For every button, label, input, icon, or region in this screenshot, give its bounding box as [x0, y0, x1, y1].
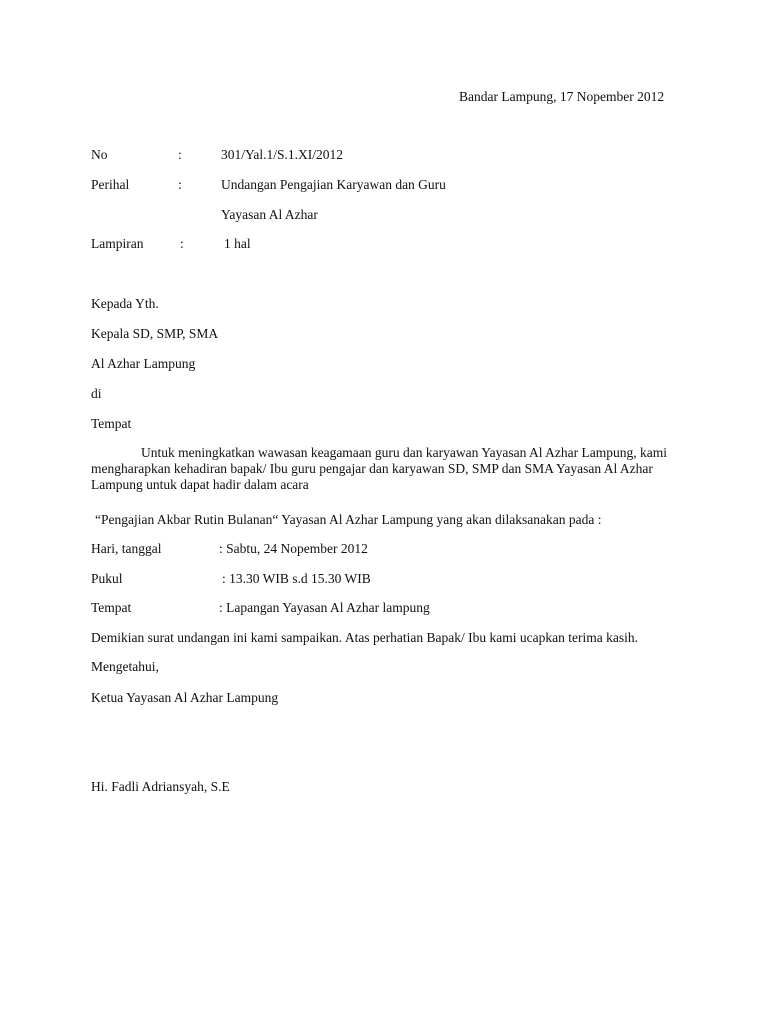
recipient-institution: Al Azhar Lampung [91, 356, 196, 371]
no-colon: : [178, 147, 182, 162]
event-announcement: “Pengajian Akbar Rutin Bulanan“ Yayasan Al Azhar Lampung yang akan dilaksanakan pada : [95, 512, 602, 527]
time-value: : 13.30 WIB s.d 15.30 WIB [222, 571, 371, 586]
perihal-colon: : [178, 177, 182, 192]
letter-number: 301/Yal.1/S.1.XI/2012 [221, 147, 344, 162]
attachment-count: 1 hal [224, 236, 251, 251]
recipient-greeting: Kepada Yth. [91, 296, 159, 311]
lampiran-label: Lampiran [91, 236, 144, 251]
date-value: : Sabtu, 24 Nopember 2012 [219, 541, 368, 556]
recipient-di: di [91, 386, 102, 401]
time-label: Pukul [91, 571, 123, 586]
acknowledged-label: Mengetahui, [91, 659, 159, 674]
signer-name: Hi. Fadli Adriansyah, S.E [91, 779, 230, 794]
venue-label: Tempat [91, 600, 132, 615]
venue-value: : Lapangan Yayasan Al Azhar lampung [219, 600, 430, 615]
date-label: Hari, tanggal [91, 541, 162, 556]
place-date: Bandar Lampung, 17 Nopember 2012 [459, 89, 665, 104]
body-paragraph: Untuk meningkatkan wawasan keagamaan guru dan karyawan Yayasan Al Azhar Lampung, kami mengharapkan kehadiran bapak/ Ibu guru pengajar dan karyawan SD, SMP dan SMA Yayasan Al Azhar Lampung untuk dapat hadir dalam acara [91, 445, 667, 492]
subject-line-2: Yayasan Al Azhar [221, 207, 318, 222]
subject-line-1: Undangan Pengajian Karyawan dan Guru [221, 177, 446, 192]
recipient-title: Kepala SD, SMP, SMA [91, 326, 219, 341]
perihal-label: Perihal [91, 177, 130, 192]
signer-position: Ketua Yayasan Al Azhar Lampung [91, 690, 279, 705]
recipient-place: Tempat [91, 416, 132, 431]
closing-paragraph: Demikian surat undangan ini kami sampaikan. Atas perhatian Bapak/ Ibu kami ucapkan terima kasih. [91, 630, 638, 645]
lampiran-colon: : [180, 236, 184, 251]
no-label: No [91, 147, 108, 162]
